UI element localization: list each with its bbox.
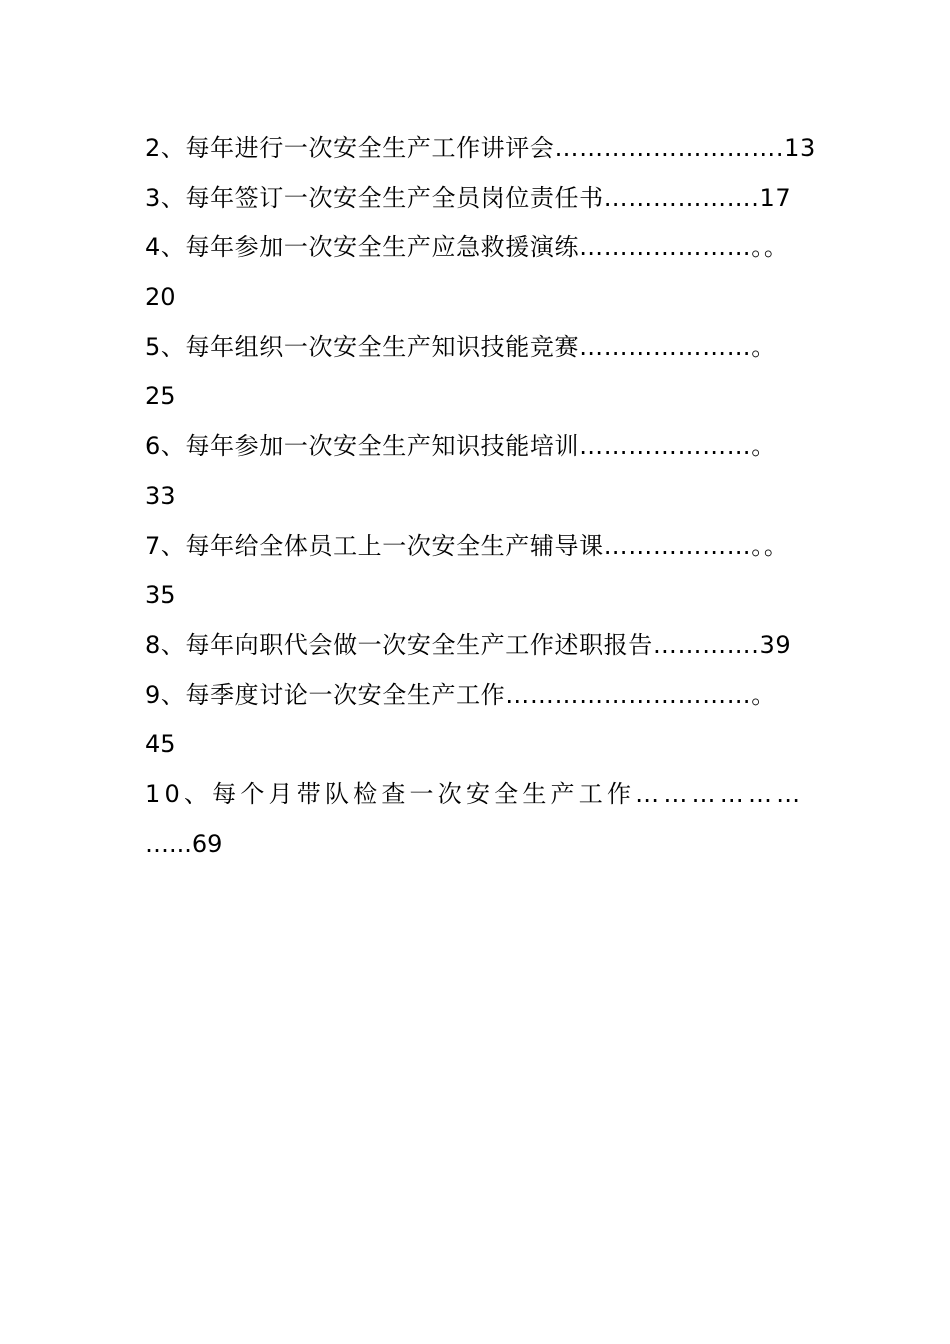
table-of-contents: [145, 124, 835, 869]
toc-entry-10: 10、每个月带队检查一次安全生产工作………………: [145, 779, 805, 808]
toc-entry-2: 2、每年进行一次安全生产工作讲评会……………………….13: [145, 134, 816, 162]
toc-entry-7: 7、每年给全体员工上一次安全生产辅导课………………。。: [145, 531, 789, 560]
toc-entry-5: 5、每年组织一次安全生产知识技能竞赛…………………。: [145, 332, 776, 361]
toc-entry-9-page: 45: [145, 730, 176, 759]
toc-entry-4-page: 20: [145, 283, 176, 312]
toc-entry-6: 6、每年参加一次安全生产知识技能培训…………………。: [145, 432, 776, 461]
toc-entry-10-page: …...69: [145, 829, 223, 858]
toc-entry-4: 4、每年参加一次安全生产应急救援演练…………………。。: [145, 233, 789, 262]
toc-entry-9: 9、每季度讨论一次安全生产工作…………………………。: [145, 680, 776, 709]
toc-entry-6-page: 33: [145, 481, 176, 510]
toc-entry-8: 8、每年向职代会做一次安全生产工作述职报告………….39: [145, 630, 792, 659]
toc-entry-5-page: 25: [145, 382, 176, 411]
toc-entry-3: 3、每年签订一次安全生产全员岗位责任书……………….17: [145, 183, 792, 212]
toc-entry-7-page: 35: [145, 581, 176, 610]
